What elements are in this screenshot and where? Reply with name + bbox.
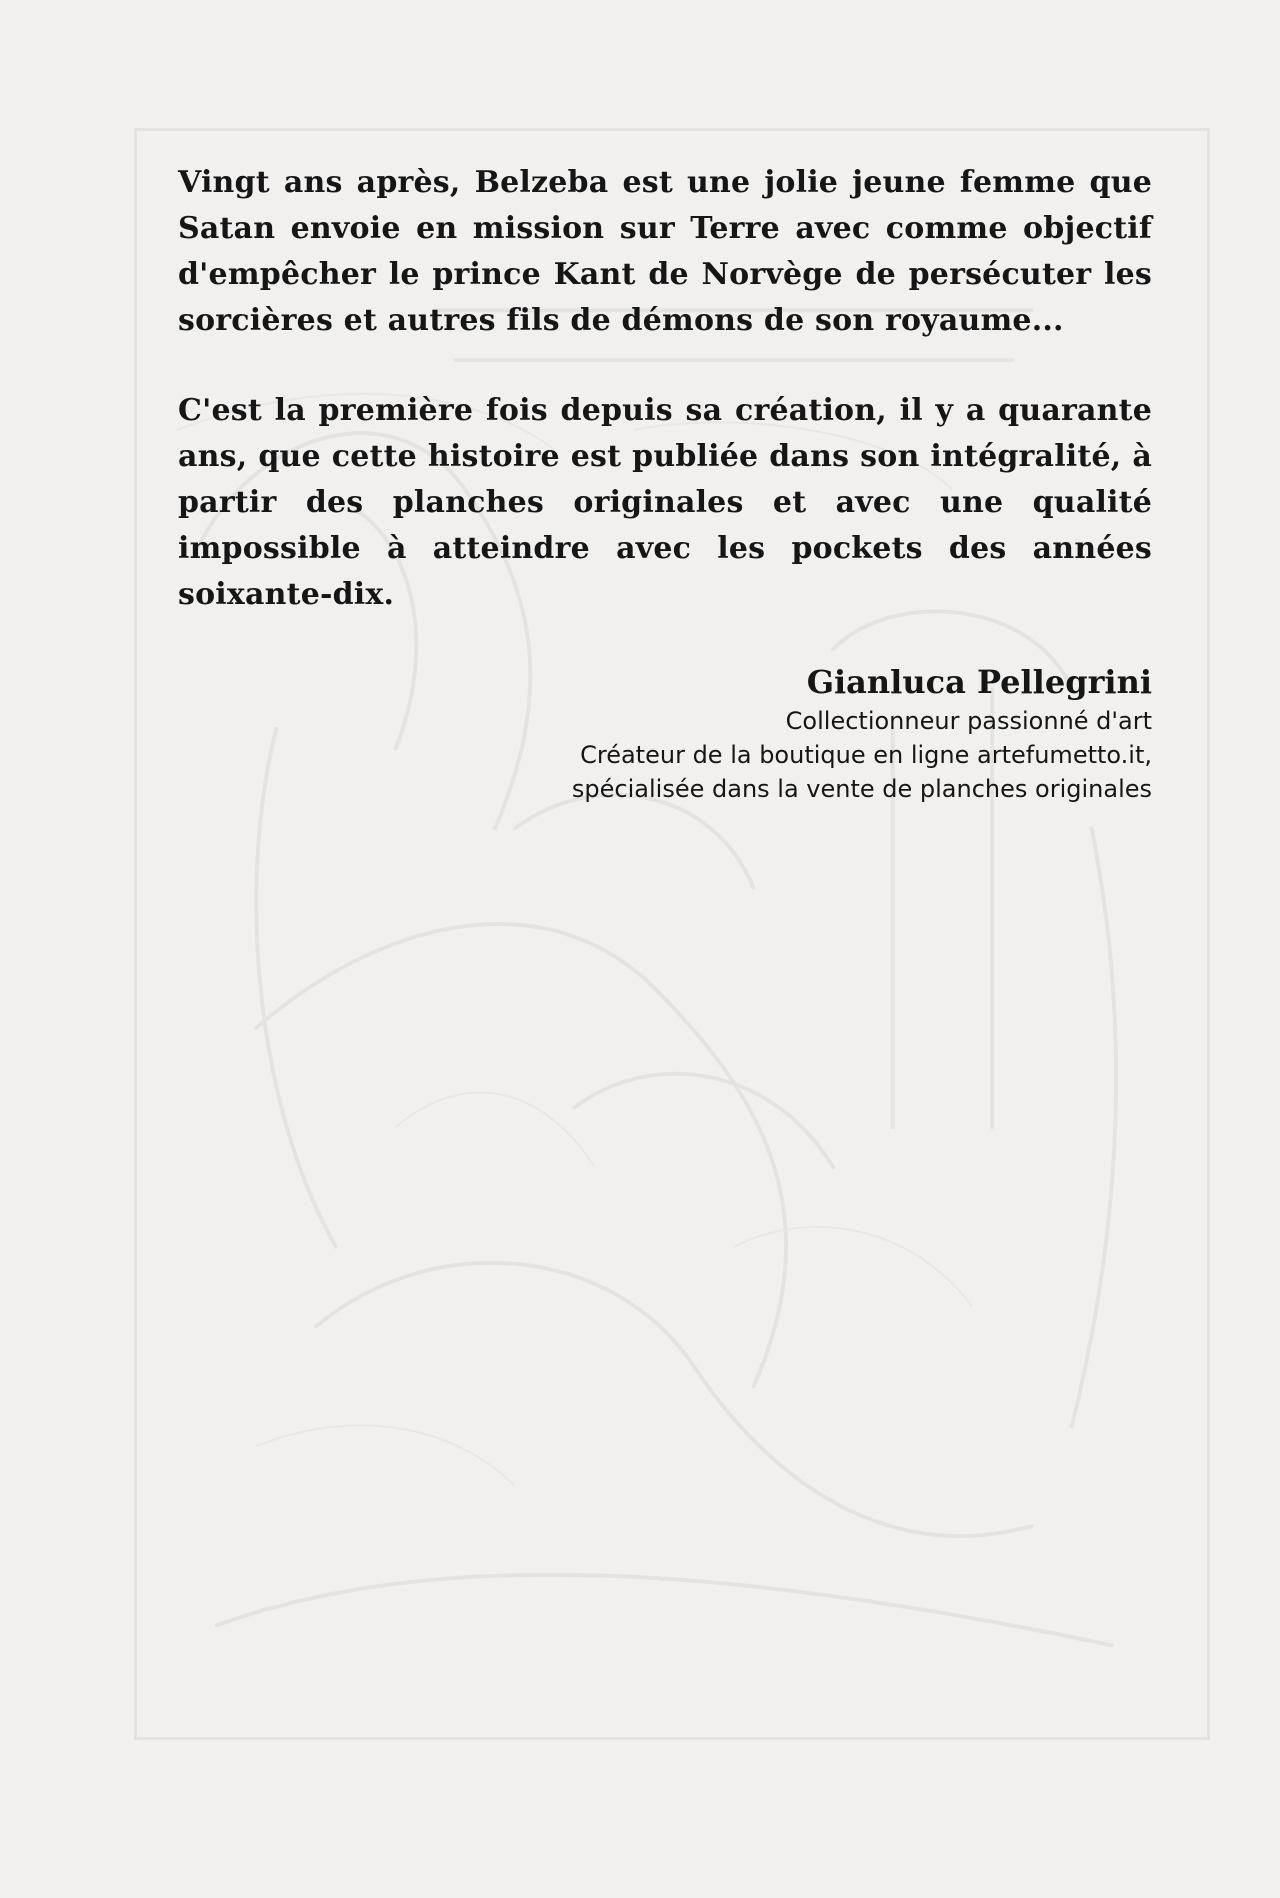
signature-block <box>178 660 1152 806</box>
author-title: Collectionneur passionné d'art <box>785 707 1152 735</box>
author-shop: Créateur de la boutique en ligne artefumetto.it, <box>580 741 1152 769</box>
author-name: Gianluca Pellegrini <box>806 663 1152 701</box>
paragraph-1: Vingt ans après, Belzeba est une jolie jeune femme que Satan envoie en mission sur Terre avec comme objectif d'empêcher le prince Kant de Norvège de persécuter les sorcières et autres fils de démons de son royaume... <box>178 165 1152 338</box>
author-shop-description: spécialisée dans la vente de planches originales <box>571 775 1152 803</box>
paragraph-2: C'est la première fois depuis sa création, il y a quarante ans, que cette histoire est publiée dans son intégralité, à partir des planches originales et avec une qualité impossible à atteindre avec les pockets des années soixante-dix. <box>178 393 1152 612</box>
text-content <box>178 160 1152 806</box>
